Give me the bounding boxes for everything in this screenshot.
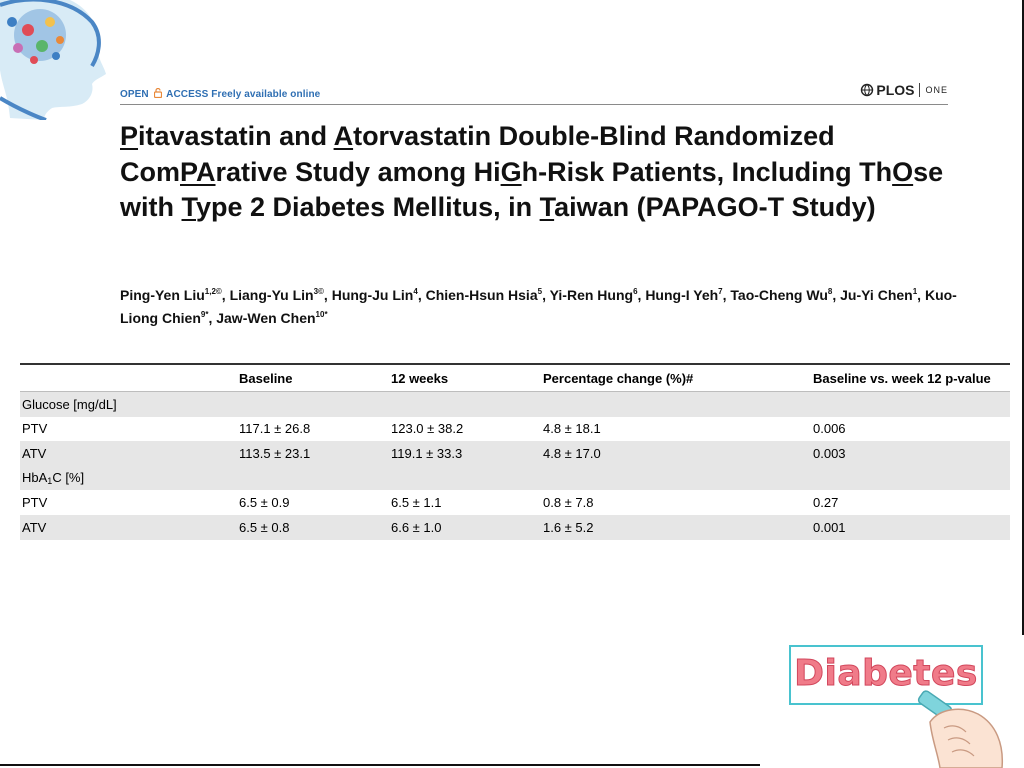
table-cell: ATV [20,441,237,466]
title-text: itavastatin and [138,121,334,151]
table-cell: 6.5 ± 0.8 [237,515,389,540]
table-row [20,441,1010,466]
diabetes-badge-label: Diabetes [794,653,978,694]
hand-with-marker-icon [900,688,1010,768]
author-list: Ping-Yen Liu$^{1,2©}$, Liang-Yu Lin$^{3©}$, Hung-Ju Lin$^4$, Chien-Hsun Hsia$^5$, Yi-Ren Hung$^6$, Hung-I Yeh$^7$, Tao-Cheng Wu$^8$, Ju-Yi Chen$^1$, Kuo-Liong Chien$^{9*}$, Jaw-Wen Chen$^{10*}$ [120,287,957,326]
plos-globe-icon [860,83,874,97]
author-name: Tao-Cheng Wu [730,287,828,303]
table-cell: 6.5 ± 0.9 [239,495,290,511]
plos-one-logo: PLOS ONE [860,82,948,98]
author-name: Ju-Yi Chen [840,287,913,303]
table-header-cell: 12 weeks [391,370,449,386]
open-access-label: OPEN ACCESS Freely available online [120,89,321,100]
table-header-cell [20,364,237,392]
table-header-cell: Baseline [239,370,293,386]
author-affiliation: 10* [315,310,328,319]
author-affiliation: 6 [633,287,638,296]
table-header-cell: Baseline vs. week 12 p-value [813,370,991,386]
title-text: h-Risk Patients, Including Th [521,156,893,187]
table-cell: 6.6 ± 1.0 [389,515,541,540]
author-affiliation: 1 [912,287,918,296]
table-cell: 0.006 [813,421,846,437]
group-label: Glucose [mg/dL] [20,392,1010,417]
group-label: HbA$_1$C [%] [20,466,1010,491]
author-name: Ping-Yen Liu [120,287,205,303]
table-cell: ATV [20,515,237,540]
title-acronym-letter: O [892,156,914,187]
author-affiliation: 3© [313,287,324,296]
table-cell: 1.6 ± 5.2 [541,515,811,540]
table-cell: 119.1 ± 33.3 [389,441,541,466]
table-header-cell: Percentage change (%)# [543,370,694,386]
table-cell: 0.27 [813,495,839,511]
title-text: se with [120,156,944,222]
table-cell: 113.5 ± 23.1 [237,441,389,466]
table-cell: 123.0 ± 38.2 [391,421,464,437]
title-text: torvastatin Double-Blind Randomized Com [120,121,835,187]
title-acronym-letter: P [120,121,139,151]
brain-head-icon [0,0,130,120]
author-name: Jaw-Wen Chen [216,310,316,326]
table-cell: 6.5 ± 1.1 [391,495,442,511]
author-name: Kuo-Liong Chien [120,287,957,326]
table-cell: 0.003 [811,441,1010,466]
author-affiliation: 4 [413,287,418,296]
table-cell: 4.8 ± 18.1 [543,421,601,437]
table-row [20,417,1010,442]
table-cell: 4.8 ± 17.0 [541,441,811,466]
author-name: Hung-I Yeh [645,287,719,303]
open-lock-icon [154,88,162,98]
group-row-hba1c [20,466,1010,491]
table-row [20,490,1010,515]
table-cell: 0.8 ± 7.8 [543,495,594,511]
title-text: aiwan (PAPAGO-T Study) [554,192,876,222]
table-cell: 117.1 ± 26.8 [239,421,311,437]
table-cell: PTV [22,495,48,511]
title-acronym-letter: T [181,192,196,222]
paper-title [120,119,980,226]
author-name: Yi-Ren Hung [549,287,634,303]
table-header-row [20,364,1010,392]
title-text: rative Study among Hi [215,156,501,187]
journal-header-bar [120,82,948,105]
table-cell: 0.001 [811,515,1010,540]
results-table [20,363,1010,540]
slide-frame-bottom [0,764,760,766]
author-affiliation: 9* [200,310,209,319]
author-affiliation: 1,2© [204,287,222,296]
author-name: Liang-Yu Lin [229,287,314,303]
table-cell: PTV [22,421,48,437]
title-acronym-letter: A [333,121,354,151]
title-text: ype 2 Diabetes Mellitus, in [196,192,540,222]
title-acronym-letter: PA [180,156,216,187]
table-row [20,515,1010,540]
author-affiliation: 5 [537,287,543,296]
author-name: Chien-Hsun Hsia [425,287,538,303]
author-affiliation: 8 [827,287,833,296]
title-acronym-letter: G [500,156,522,187]
title-acronym-letter: T [539,192,555,222]
author-affiliation: 7 [718,287,723,296]
author-name: Hung-Ju Lin [331,287,414,303]
group-row-glucose [20,392,1010,417]
